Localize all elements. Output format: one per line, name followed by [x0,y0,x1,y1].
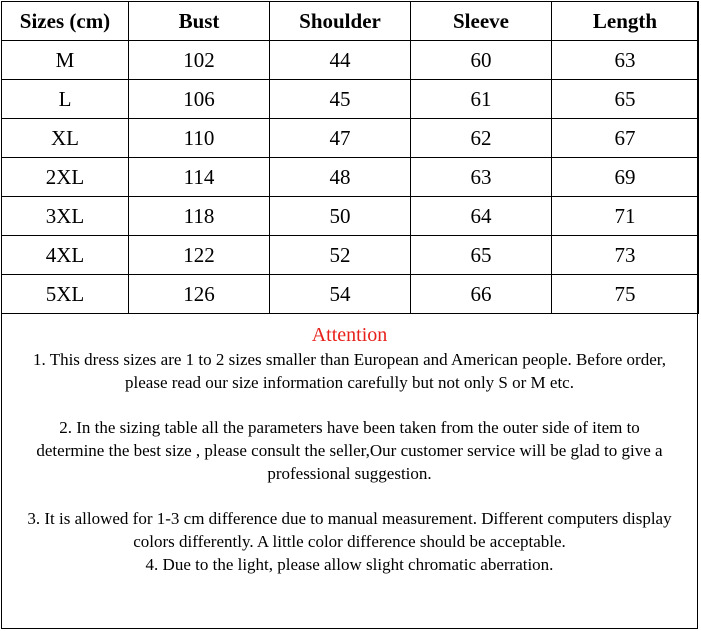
table-row [2,80,699,119]
header-sizes: Sizes (cm) [2,2,129,41]
cell-bust: 122 [129,236,270,275]
cell-shoulder: 44 [270,41,411,80]
note-3-line-1: 3. It is allowed for 1-3 cm difference due to manual measurement. Different computers display [27,509,672,528]
table-row [2,119,699,158]
note-4: 4. Due to the light, please allow slight chromatic aberration. [145,555,554,574]
cell-shoulder: 50 [270,197,411,236]
cell-length: 69 [552,158,699,197]
table-row [2,197,699,236]
cell-sleeve: 62 [411,119,552,158]
table-row [2,236,699,275]
cell-length: 75 [552,275,699,314]
header-length: Length [552,2,699,41]
cell-bust: 106 [129,80,270,119]
cell-bust: 114 [129,158,270,197]
header-shoulder: Shoulder [270,2,411,41]
cell-size: 4XL [2,236,129,275]
cell-shoulder: 45 [270,80,411,119]
note-1-line-1: 1. This dress sizes are 1 to 2 sizes smaller than European and American people. Before order, [33,350,666,369]
note-2-line-2: determine the best size , please consult the seller,Our customer service will be glad to give a [36,441,663,460]
cell-size: 5XL [2,275,129,314]
table-header-row [2,2,699,41]
cell-bust: 110 [129,119,270,158]
note-2-line-1: 2. In the sizing table all the parameters have been taken from the outer side of item to [59,418,640,437]
header-bust: Bust [129,2,270,41]
table-row [2,158,699,197]
cell-shoulder: 54 [270,275,411,314]
note-2-line-3: professional suggestion. [267,464,432,483]
cell-length: 65 [552,80,699,119]
spacer [1,394,698,416]
note-3-line-2: colors differently. A little color difference should be acceptable. [133,532,566,551]
table-row [2,41,699,80]
header-sleeve: Sleeve [411,2,552,41]
cell-sleeve: 64 [411,197,552,236]
cell-size: 3XL [2,197,129,236]
cell-sleeve: 66 [411,275,552,314]
cell-size: XL [2,119,129,158]
cell-bust: 102 [129,41,270,80]
cell-length: 67 [552,119,699,158]
cell-sleeve: 63 [411,158,552,197]
attention-title: Attention [311,324,388,346]
cell-bust: 118 [129,197,270,236]
cell-size: M [2,41,129,80]
cell-length: 73 [552,236,699,275]
note-1-line-2: please read our size information carefully but not only S or M etc. [125,373,574,392]
cell-sleeve: 61 [411,80,552,119]
cell-size: L [2,80,129,119]
cell-bust: 126 [129,275,270,314]
cell-sleeve: 60 [411,41,552,80]
notes-section [1,322,698,576]
spacer [1,485,698,507]
cell-shoulder: 48 [270,158,411,197]
table-row [2,275,699,314]
size-table [1,1,699,314]
cell-size: 2XL [2,158,129,197]
cell-sleeve: 65 [411,236,552,275]
cell-length: 63 [552,41,699,80]
cell-shoulder: 52 [270,236,411,275]
cell-length: 71 [552,197,699,236]
cell-shoulder: 47 [270,119,411,158]
